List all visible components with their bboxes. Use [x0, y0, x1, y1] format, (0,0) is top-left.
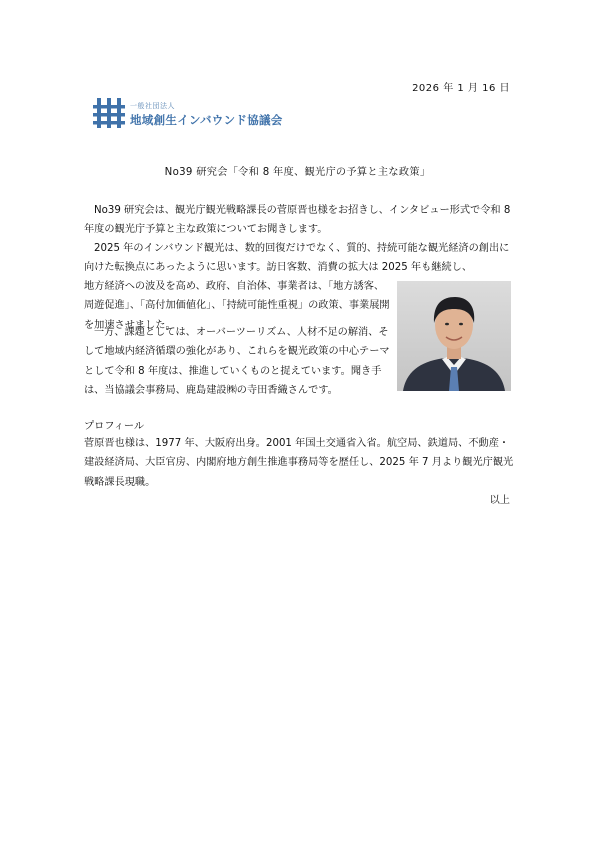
closing-mark: 以上: [489, 495, 510, 506]
issues-text: 一方、課題としては、オーバーツーリズム、人材不足の解消、そして地域内経済循環の強化があり、これらを観光政策の中心テーマとして令和 8 年度は、推進していくものと捉えています。聞き手は、当協議会事務局、鹿島建設㈱の寺田香織さんです。: [84, 327, 390, 396]
speaker-portrait: [397, 281, 511, 391]
organization-logo: [92, 96, 292, 136]
intro-paragraph: [84, 201, 512, 240]
issues-paragraph: [84, 323, 392, 400]
logo-title: 地域創生インバウンド協議会: [130, 113, 283, 127]
document-title: No39 研究会「令和 8 年度、観光庁の予算と主な政策」: [164, 167, 431, 178]
context-paragraph-bottom: 地方経済への波及を高め、政府、自治体、事業者は、「地方誘客、周遊促進」、「高付加価値化」、「持続可能性重視」の政策、事業展開を加速させました。: [84, 281, 390, 331]
profile-text: 菅原晋也様は、1977 年、大阪府出身。2001 年国土交通省入省。航空局、鉄道局、不動産・建設経済局、大臣官房、内閣府地方創生推進事務局等を歴任し、2025 年 7 月より観光庁観光戦略課長現職。: [84, 438, 514, 488]
document-date: 2026 年 1 月 16 日: [412, 83, 510, 94]
context-paragraph-top: [84, 239, 512, 278]
hash-logo-icon: [92, 96, 126, 130]
logo-subtitle: 一般社団法人: [130, 102, 175, 110]
intro-text: No39 研究会は、観光庁観光戦略課長の菅原晋也様をお招きし、インタビュー形式で令和 8 年度の観光庁予算と主な政策についてお聞きします。: [84, 205, 511, 236]
profile-heading: プロフィール: [84, 421, 145, 432]
context-text-top: 2025 年のインバウンド観光は、数的回復だけでなく、質的、持続可能な観光経済の創出に向けた転換点にあったように思います。訪日客数、消費の拡大は 2025 年も継続し、: [84, 243, 510, 274]
